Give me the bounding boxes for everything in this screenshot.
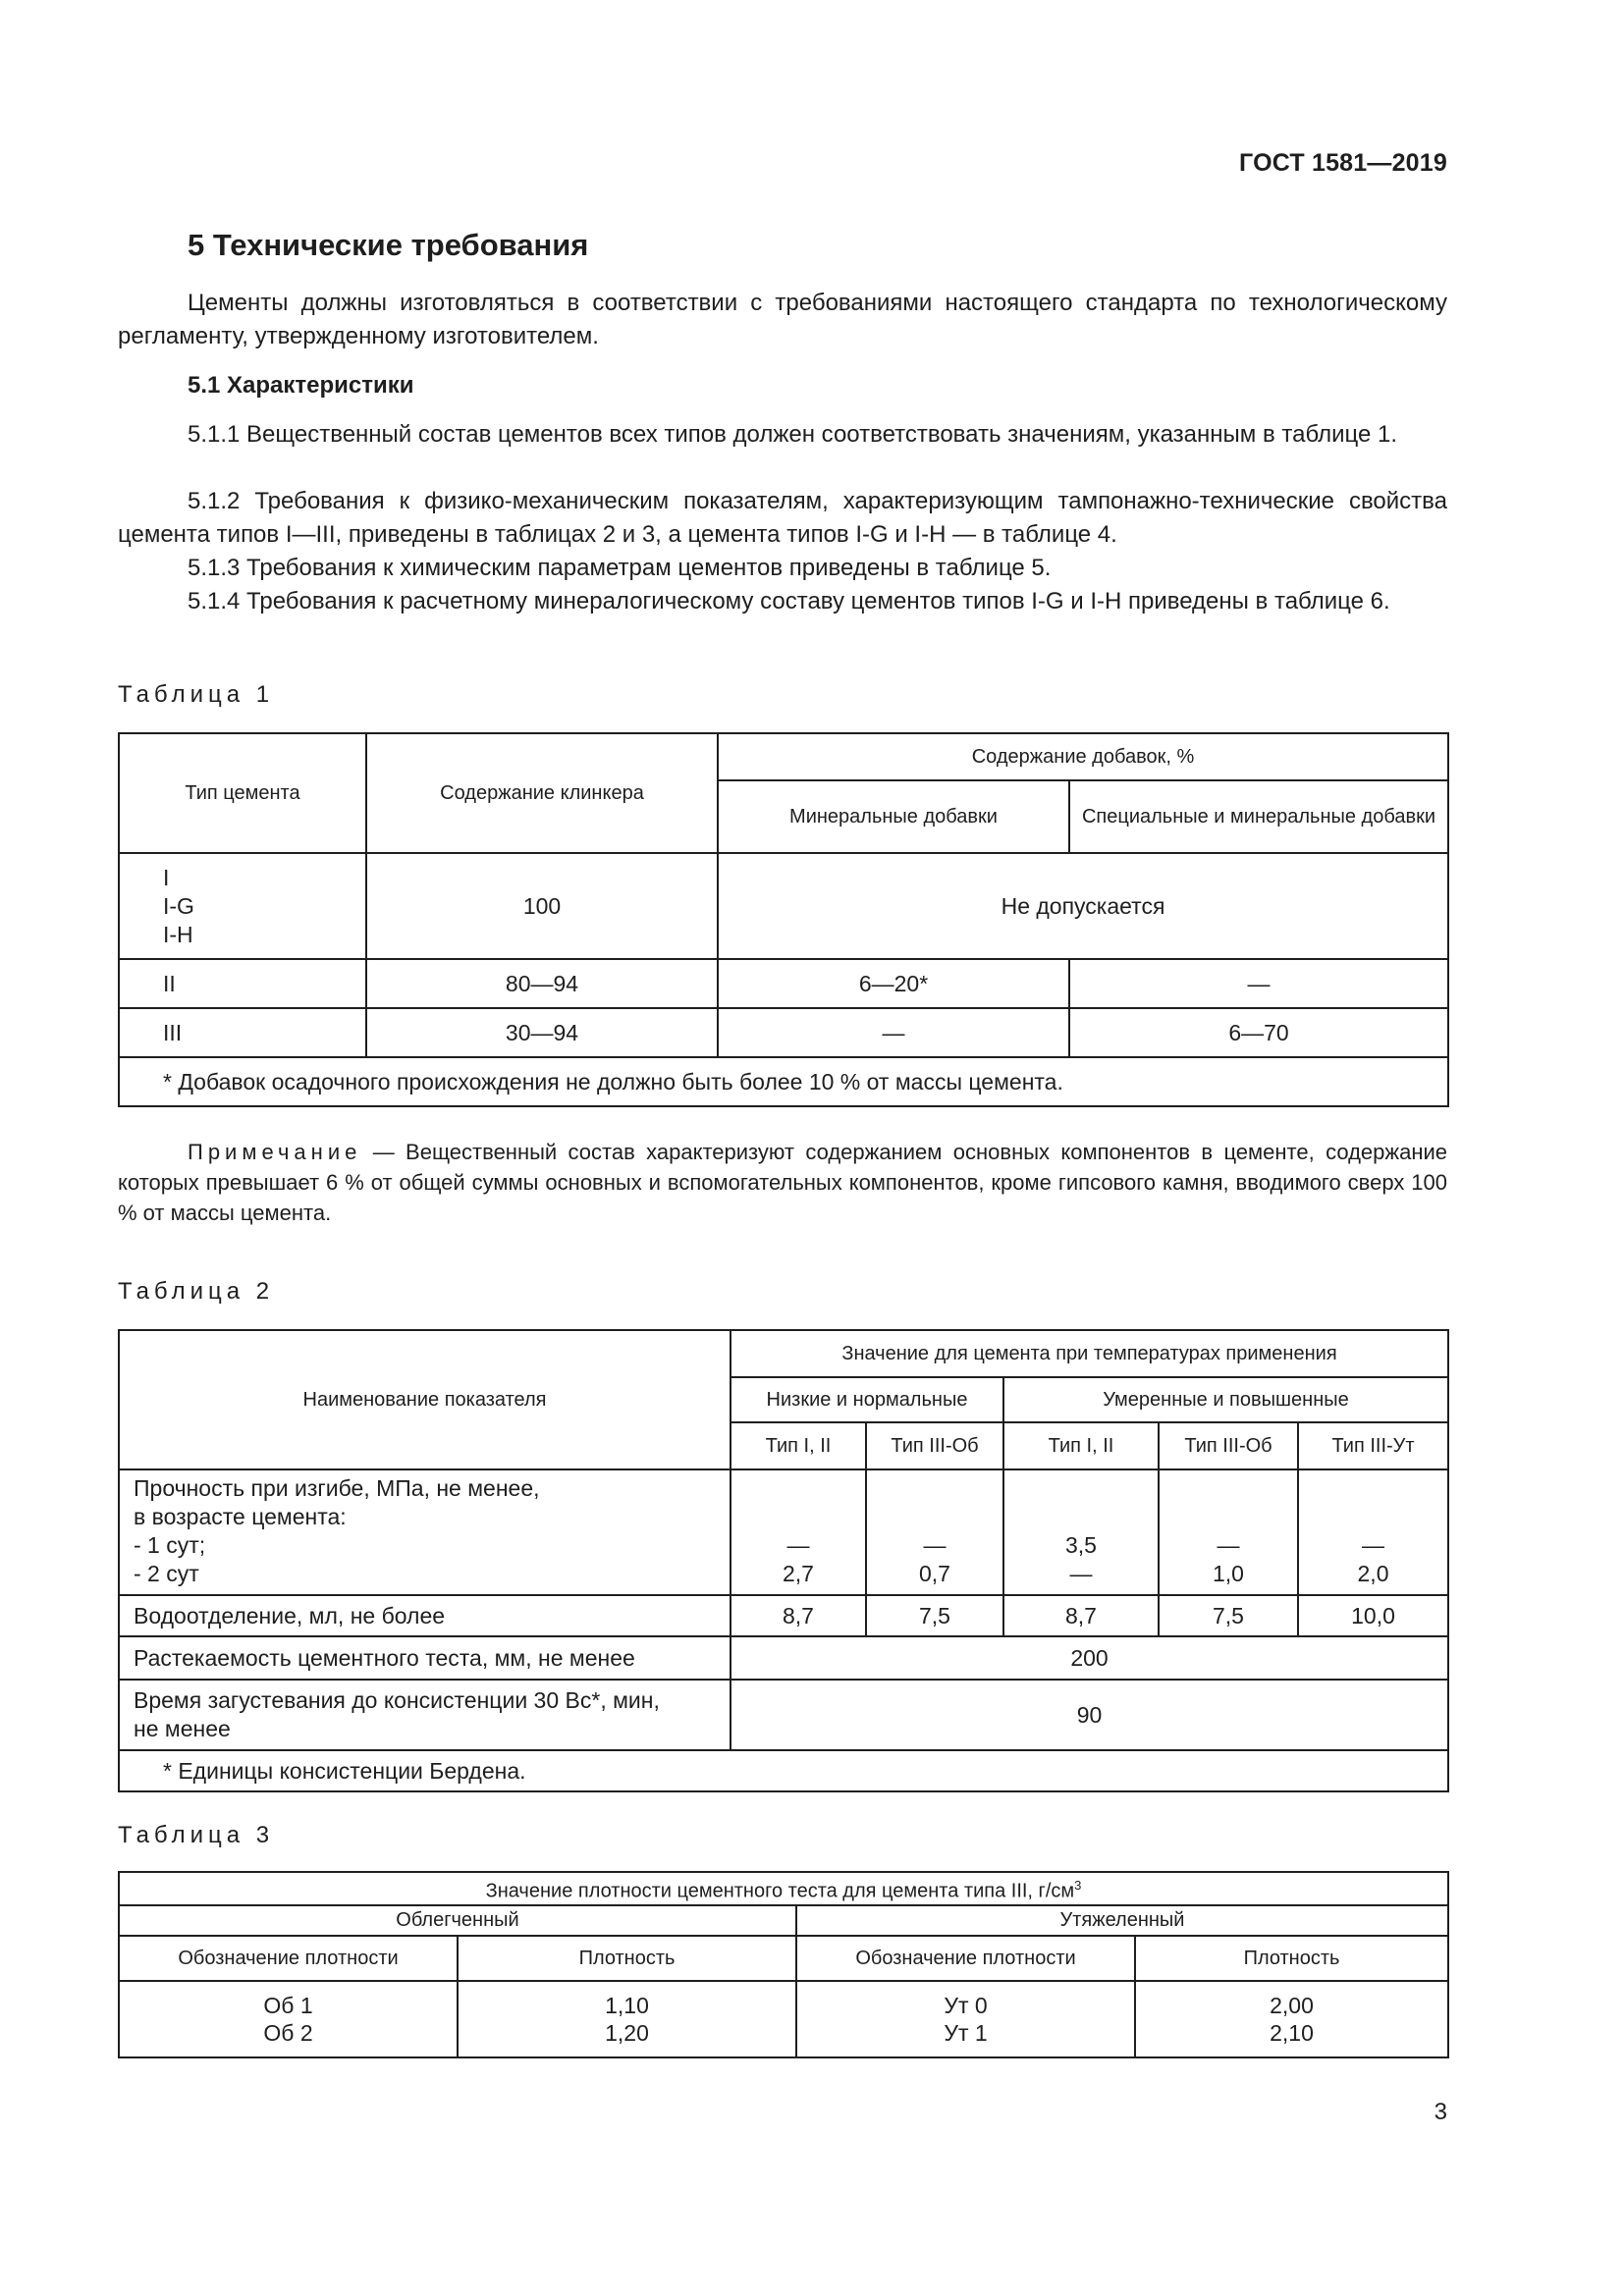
paragraph-5-1-3: 5.1.3 Требования к химическим параметрам цементов приведены в таблице 5. bbox=[188, 555, 1052, 581]
table1-header-special: Специальные и минеральные добавки bbox=[1069, 780, 1448, 853]
table2-header-col: Тип III-Об bbox=[866, 1422, 1003, 1469]
table1-header-additives: Содержание добавок, % bbox=[718, 733, 1448, 780]
paragraph-5-1-4: 5.1.4 Требования к расчетному минералогическому составу цементов типов I-G и I-H приведены в таблице 6. bbox=[188, 588, 1390, 614]
table3-cell-heavy-code: Ут 0 Ут 1 bbox=[796, 1981, 1135, 2057]
table3-header-col: Обозначение плотности bbox=[119, 1936, 458, 1981]
table2-cell-name: Время загустевания до консистенции 30 Вс*, мин, не менее bbox=[119, 1680, 731, 1750]
table2-cell-value: — 2,7 bbox=[731, 1469, 866, 1595]
table2-header-value: Значение для цемента при температурах применения bbox=[731, 1330, 1448, 1377]
table-row bbox=[119, 853, 1448, 959]
table2-header-col: Тип III-Об bbox=[1159, 1422, 1298, 1469]
table2-cell-value: 3,5 — bbox=[1003, 1469, 1159, 1595]
table1-footnote: * Добавок осадочного происхождения не должно быть более 10 % от массы цемента. bbox=[119, 1057, 1448, 1106]
table1-cell-clinker: 30—94 bbox=[366, 1008, 718, 1057]
table2-cell-name: Водоотделение, мл, не более bbox=[119, 1595, 731, 1636]
table2-cell-name: Прочность при изгибе, МПа, не менее, в возрасте цемента: - 1 сут; - 2 сут bbox=[119, 1469, 731, 1595]
table2-caption: Таблица 2 bbox=[118, 1278, 275, 1305]
note-label: Примечание bbox=[188, 1140, 362, 1164]
note-text: — Вещественный состав характеризуют содержанием основных компонентов в цементе, содержание которых превышает 6 % от общей суммы основных и вспомогательных компонентов, кроме гипсового камня, вводимого сверх 100 % от массы цемента. bbox=[118, 1140, 1447, 1225]
section-title: 5 Технические требования bbox=[188, 228, 589, 262]
table-row bbox=[119, 1680, 1448, 1750]
table3-header-heavy: Утяжеленный bbox=[796, 1905, 1448, 1936]
table1-cell-mineral: — bbox=[718, 1008, 1069, 1057]
subsection-title: 5.1 Характеристики bbox=[188, 372, 414, 399]
table2-header-col: Тип III-Ут bbox=[1298, 1422, 1448, 1469]
table1-cell-special: — bbox=[1069, 959, 1448, 1008]
table-row bbox=[119, 1595, 1448, 1636]
table3-cell-light-code: Об 1 Об 2 bbox=[119, 1981, 458, 2057]
table-row bbox=[119, 959, 1448, 1008]
page-number: 3 bbox=[1434, 2099, 1447, 2125]
table1-header-clinker: Содержание клинкера bbox=[366, 733, 718, 853]
table3-header-col: Обозначение плотности bbox=[796, 1936, 1135, 1981]
table3-header-title: Значение плотности цементного теста для цемента типа III, $г/см^3$ bbox=[119, 1872, 1448, 1905]
paragraph-5-1-1: 5.1.1 Вещественный состав цементов всех типов должен соответствовать значениям, указанным в таблице 1. bbox=[188, 421, 1398, 448]
table1-header-type: Тип цемента bbox=[119, 733, 366, 853]
table2-header-low: Низкие и нормальные bbox=[731, 1377, 1003, 1422]
table1 bbox=[118, 732, 1449, 1107]
table1-note bbox=[118, 1137, 1447, 1228]
table1-cell-type: II bbox=[119, 959, 366, 1008]
table2-header-col: Тип I, II bbox=[1003, 1422, 1159, 1469]
table1-cell-special: 6—70 bbox=[1069, 1008, 1448, 1057]
table2-cell-value: 8,7 bbox=[731, 1595, 866, 1636]
table2-cell-name: Растекаемость цементного теста, мм, не менее bbox=[119, 1636, 731, 1680]
table2-footnote: * Единицы консистенции Бердена. bbox=[119, 1750, 1448, 1791]
table-row bbox=[119, 1008, 1448, 1057]
paragraph-5-1-2: 5.1.2 Требования к физико-механическим показателям, характеризующим тампонажно-технические свойства цемента типов I—III, приведены в таблицах 2 и 3, а цемента типов I-G и I-H — в таблице 4. bbox=[118, 488, 1447, 548]
table2-cell-value: — 0,7 bbox=[866, 1469, 1003, 1595]
table2-cell-value: 7,5 bbox=[1159, 1595, 1298, 1636]
table2-header-name: Наименование показателя bbox=[119, 1330, 731, 1469]
table3-header-col: Плотность bbox=[1135, 1936, 1448, 1981]
standard-header: ГОСТ 1581—2019 bbox=[1239, 149, 1447, 177]
table1-cell-merged: Не допускается bbox=[718, 853, 1448, 959]
table2-header-high: Умеренные и повышенные bbox=[1003, 1377, 1448, 1422]
table3-header-light: Облегченный bbox=[119, 1905, 796, 1936]
table2-cell-merged: 200 bbox=[731, 1636, 1448, 1680]
table1-cell-clinker: 80—94 bbox=[366, 959, 718, 1008]
table2-cell-value: — 1,0 bbox=[1159, 1469, 1298, 1595]
table2-cell-merged: 90 bbox=[731, 1680, 1448, 1750]
table3-header-col: Плотность bbox=[458, 1936, 796, 1981]
table-row bbox=[119, 1469, 1448, 1595]
table2-cell-value: 8,7 bbox=[1003, 1595, 1159, 1636]
table1-header-mineral: Минеральные добавки bbox=[718, 780, 1069, 853]
table3 bbox=[118, 1871, 1449, 2058]
table2-cell-value: 7,5 bbox=[866, 1595, 1003, 1636]
table1-cell-mineral: 6—20* bbox=[718, 959, 1069, 1008]
table3-cell-light-value: 1,10 1,20 bbox=[458, 1981, 796, 2057]
table2 bbox=[118, 1329, 1449, 1792]
table-row bbox=[119, 1981, 1448, 2057]
table1-caption: Таблица 1 bbox=[118, 681, 275, 708]
table3-cell-heavy-value: 2,00 2,10 bbox=[1135, 1981, 1448, 2057]
table1-cell-clinker: 100 bbox=[366, 853, 718, 959]
table2-cell-value: 10,0 bbox=[1298, 1595, 1448, 1636]
table2-header-col: Тип I, II bbox=[731, 1422, 866, 1469]
table-row bbox=[119, 1636, 1448, 1680]
table2-cell-value: — 2,0 bbox=[1298, 1469, 1448, 1595]
table1-cell-type: III bbox=[119, 1008, 366, 1057]
section-intro: Цементы должны изготовляться в соответствии с требованиями настоящего стандарта по технологическому регламенту, утвержденному изготовителем. bbox=[118, 290, 1447, 349]
table3-caption: Таблица 3 bbox=[118, 1822, 275, 1848]
table1-cell-type: I I-G I-H bbox=[119, 853, 366, 959]
